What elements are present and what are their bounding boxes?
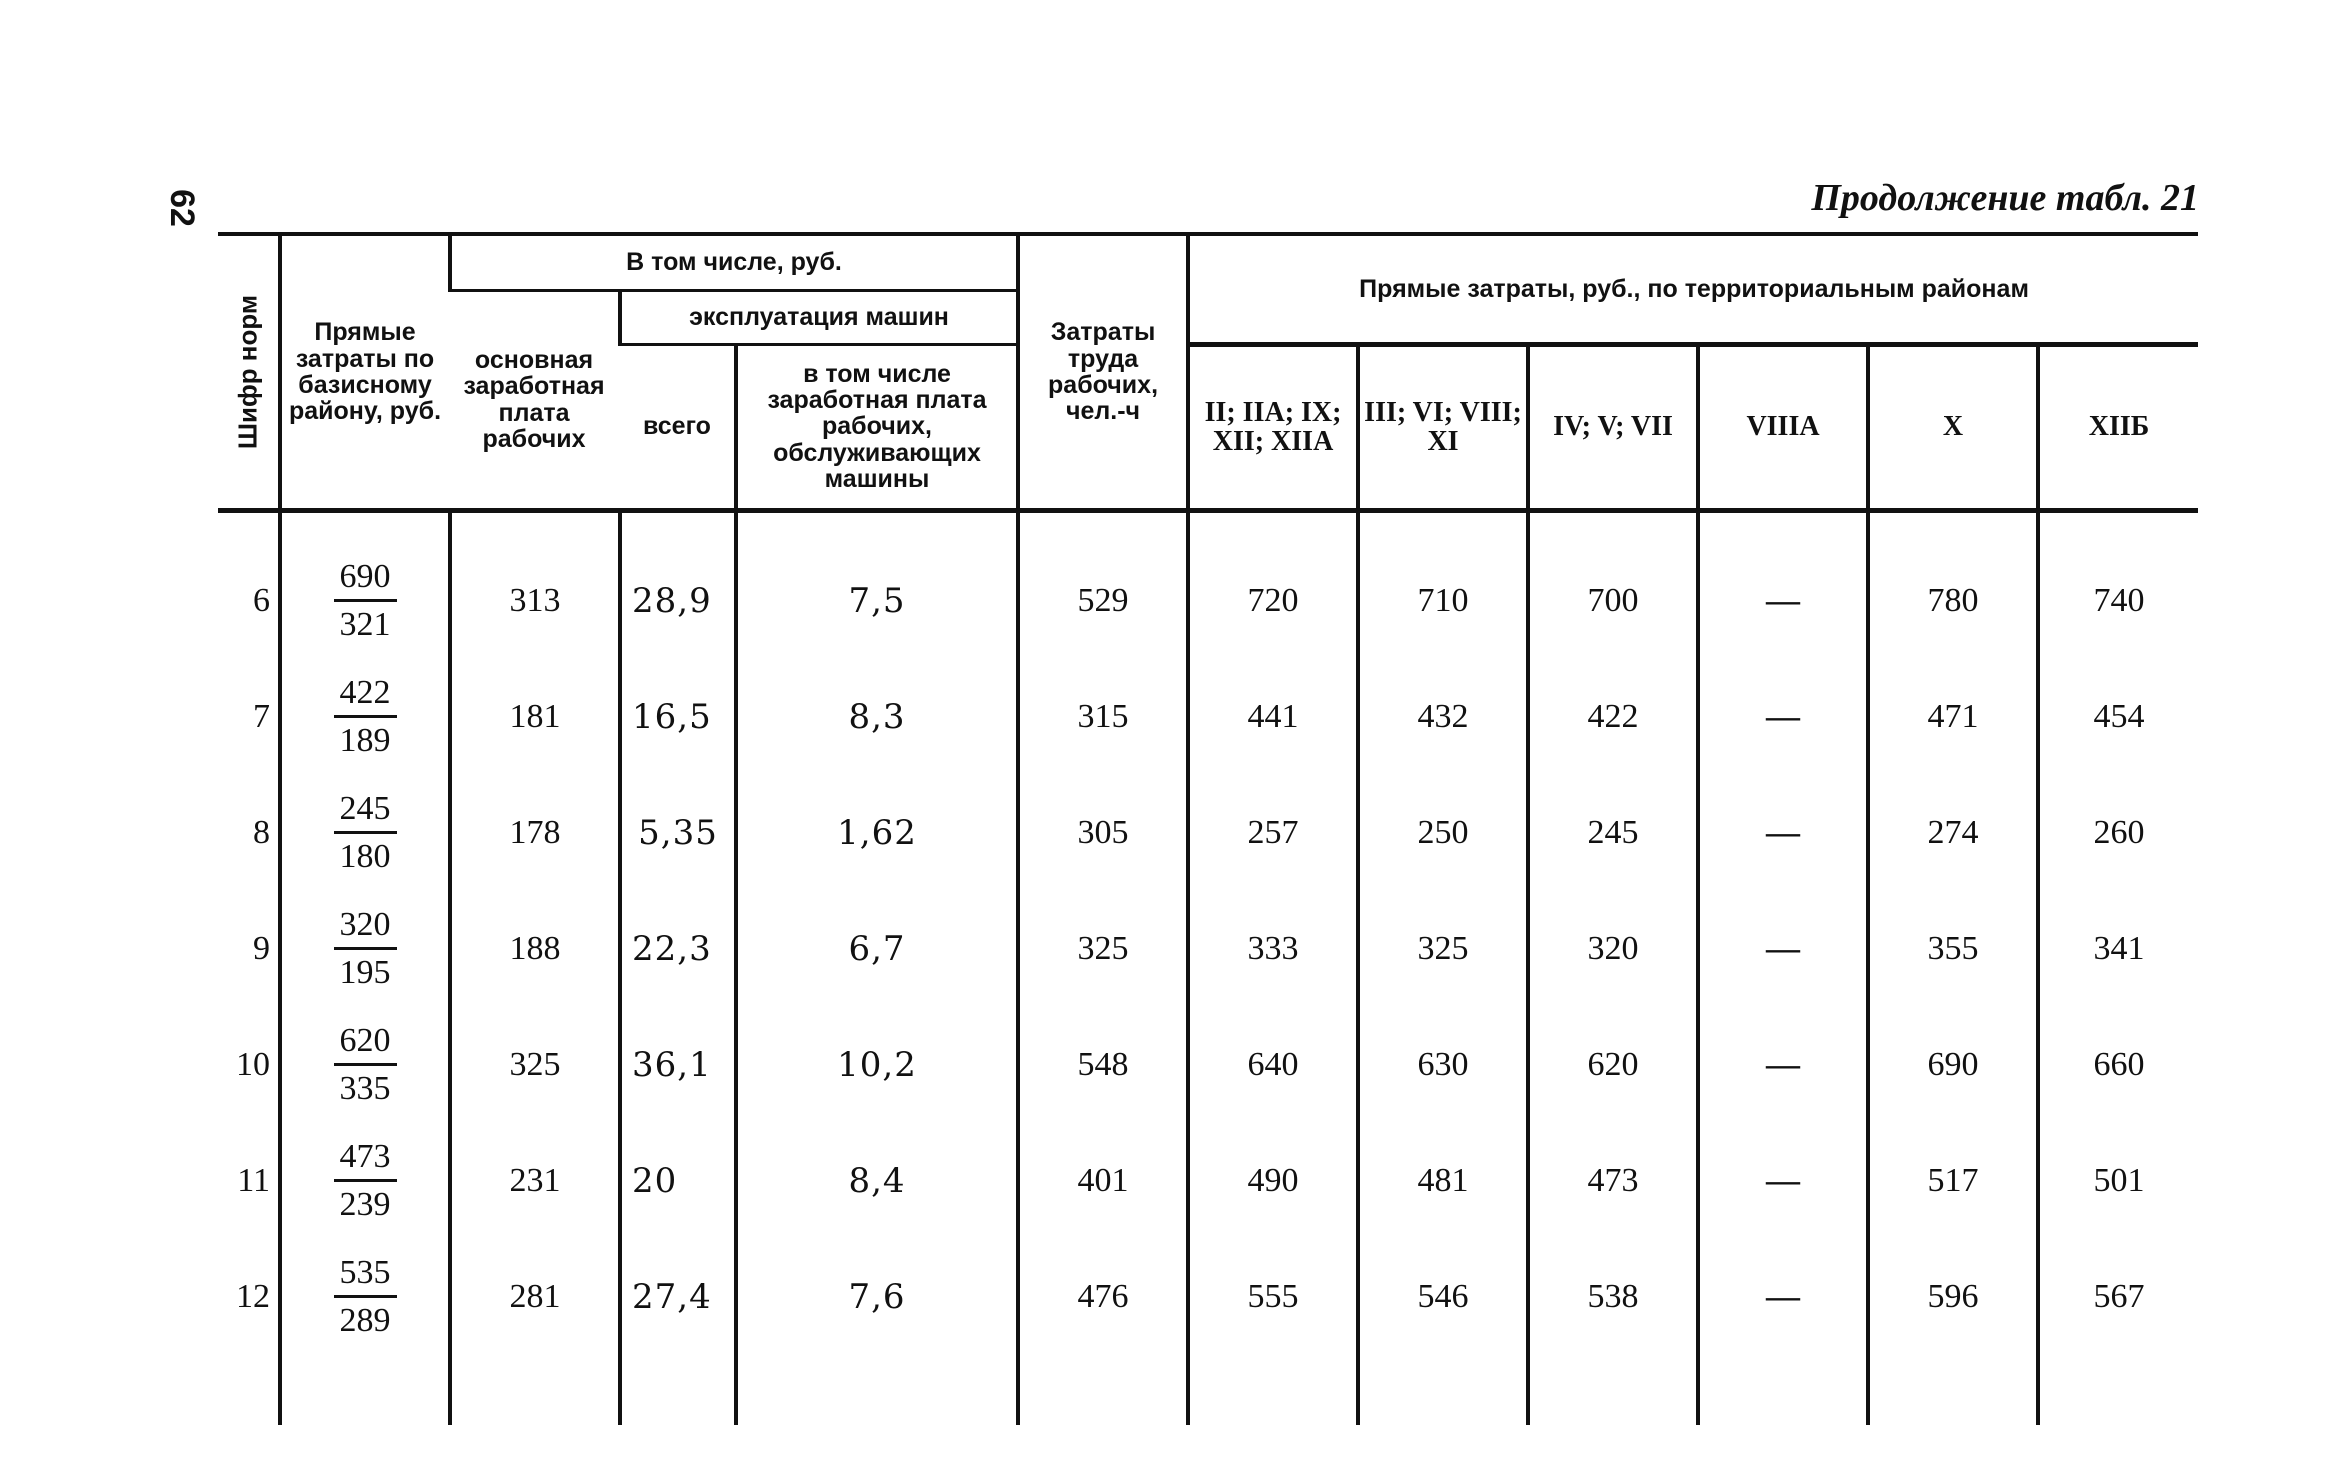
row-code: 6 [253, 581, 270, 619]
row-region-2: 710 [1358, 510, 1528, 659]
row-region-5: 780 [1868, 510, 2038, 659]
header-direct-regions: Прямые затраты, руб., по территориальным районам [1188, 234, 2198, 344]
row-region-3: 538 [1528, 1239, 1698, 1425]
row-region-4: — [1698, 775, 1868, 891]
row-labor: 305 [1018, 775, 1188, 891]
header-region-4: VIIIA [1698, 344, 1868, 510]
row-machine-wage: 1,62 [736, 775, 1018, 891]
fraction-bottom: 180 [339, 838, 391, 875]
header-base-wage: основная заработная плата рабочих [450, 290, 620, 510]
row-region-6: 454 [2038, 659, 2198, 775]
row-base-wage: 188 [450, 891, 620, 1007]
row-region-1: 257 [1188, 775, 1358, 891]
header-region-6: XIIБ [2038, 344, 2198, 510]
fraction [334, 1254, 397, 1340]
row-region-5: 596 [1868, 1239, 2038, 1425]
row-direct-fraction [280, 1123, 450, 1239]
row-code: 7 [253, 697, 270, 735]
table-caption: Продолжение табл. 21 [1811, 177, 2199, 219]
row-base-wage: 281 [450, 1239, 620, 1425]
table-row [218, 775, 2198, 891]
fraction [334, 1138, 397, 1224]
row-region-3: 320 [1528, 891, 1698, 1007]
row-region-3: 620 [1528, 1007, 1698, 1123]
fraction-top: 690 [334, 558, 397, 602]
row-machine-wage: 7,6 [736, 1239, 1018, 1425]
row-direct-fraction [280, 1007, 450, 1123]
row-region-1: 640 [1188, 1007, 1358, 1123]
row-region-3: 245 [1528, 775, 1698, 891]
table-header [218, 234, 2198, 510]
row-region-6: 740 [2038, 510, 2198, 659]
fraction-bottom: 195 [339, 954, 391, 991]
row-region-5: 471 [1868, 659, 2038, 775]
row-machine-total: 16,5 [620, 659, 736, 775]
row-machine-wage: 8,3 [736, 659, 1018, 775]
row-machine-total: 27,4 [620, 1239, 736, 1425]
fraction-top: 535 [334, 1254, 397, 1298]
header-region-2: III; VI; VIII; XI [1358, 344, 1528, 510]
page-number: 62 [163, 189, 202, 227]
row-machine-total: 5,35 [620, 775, 736, 891]
row-code: 8 [253, 813, 270, 851]
table-body [218, 510, 2198, 1425]
row-region-1: 441 [1188, 659, 1358, 775]
row-region-5: 690 [1868, 1007, 2038, 1123]
row-base-wage: 178 [450, 775, 620, 891]
row-region-4: — [1698, 1239, 1868, 1425]
table-row [218, 659, 2198, 775]
row-direct-fraction [280, 1239, 450, 1425]
header-code-label: Шифр норм [232, 294, 263, 449]
row-region-3: 700 [1528, 510, 1698, 659]
fraction-bottom: 289 [339, 1302, 391, 1339]
fraction-bottom: 335 [339, 1070, 391, 1107]
row-base-wage: 231 [450, 1123, 620, 1239]
row-labor: 401 [1018, 1123, 1188, 1239]
table-row [218, 1239, 2198, 1425]
row-region-6: 501 [2038, 1123, 2198, 1239]
row-direct-fraction [280, 510, 450, 659]
row-base-wage: 181 [450, 659, 620, 775]
row-region-5: 355 [1868, 891, 2038, 1007]
fraction-bottom: 239 [339, 1186, 391, 1223]
row-labor: 325 [1018, 891, 1188, 1007]
table-row [218, 1007, 2198, 1123]
row-labor: 529 [1018, 510, 1188, 659]
cost-table [218, 232, 2198, 1425]
row-machine-wage: 8,4 [736, 1123, 1018, 1239]
row-region-2: 630 [1358, 1007, 1528, 1123]
row-region-1: 555 [1188, 1239, 1358, 1425]
fraction [334, 558, 397, 644]
row-region-3: 422 [1528, 659, 1698, 775]
row-machine-total: 22,3 [620, 891, 736, 1007]
fraction [334, 1022, 397, 1108]
fraction [334, 790, 397, 876]
row-region-4: — [1698, 891, 1868, 1007]
table-row [218, 891, 2198, 1007]
fraction-bottom: 321 [339, 606, 391, 643]
row-region-1: 490 [1188, 1123, 1358, 1239]
header-region-5: X [1868, 344, 2038, 510]
header-machine-total: всего [620, 344, 736, 510]
fraction [334, 674, 397, 760]
row-machine-wage: 6,7 [736, 891, 1018, 1007]
fraction [334, 906, 397, 992]
row-code: 11 [237, 1161, 270, 1199]
header-direct-base: Прямые затраты по базисному району, руб. [280, 234, 450, 510]
row-labor: 548 [1018, 1007, 1188, 1123]
row-direct-fraction [280, 659, 450, 775]
row-region-3: 473 [1528, 1123, 1698, 1239]
header-machine-ops: эксплуатация машин [620, 290, 1018, 344]
row-region-5: 517 [1868, 1123, 2038, 1239]
row-code: 9 [253, 929, 270, 967]
row-region-2: 432 [1358, 659, 1528, 775]
row-region-2: 325 [1358, 891, 1528, 1007]
table-row [218, 1123, 2198, 1239]
header-including: В том числе, руб. [450, 234, 1018, 290]
header-labor: Затраты труда рабочих, чел.-ч [1018, 234, 1188, 510]
header-machine-wage: в том числе заработная плата рабочих, обслуживающих машины [736, 344, 1018, 510]
fraction-bottom: 189 [339, 722, 391, 759]
row-direct-fraction [280, 775, 450, 891]
header-code [218, 234, 280, 510]
row-labor: 476 [1018, 1239, 1188, 1425]
row-region-5: 274 [1868, 775, 2038, 891]
row-region-6: 660 [2038, 1007, 2198, 1123]
row-machine-total: 28,9 [620, 510, 736, 659]
row-region-4: — [1698, 510, 1868, 659]
row-region-1: 720 [1188, 510, 1358, 659]
fraction-top: 473 [334, 1138, 397, 1182]
row-machine-total: 36,1 [620, 1007, 736, 1123]
row-direct-fraction [280, 891, 450, 1007]
row-region-6: 567 [2038, 1239, 2198, 1425]
row-region-2: 481 [1358, 1123, 1528, 1239]
row-region-4: — [1698, 659, 1868, 775]
row-machine-wage: 10,2 [736, 1007, 1018, 1123]
row-region-2: 250 [1358, 775, 1528, 891]
header-region-1: II; IIA; IX; XII; XIIA [1188, 344, 1358, 510]
fraction-top: 320 [334, 906, 397, 950]
row-base-wage: 325 [450, 1007, 620, 1123]
row-code: 12 [236, 1277, 270, 1315]
row-base-wage: 313 [450, 510, 620, 659]
header-region-3: IV; V; VII [1528, 344, 1698, 510]
table-container [218, 232, 2198, 1422]
table-row [218, 510, 2198, 659]
fraction-top: 422 [334, 674, 397, 718]
row-code: 10 [236, 1045, 270, 1083]
row-region-4: — [1698, 1007, 1868, 1123]
row-region-6: 260 [2038, 775, 2198, 891]
row-region-6: 341 [2038, 891, 2198, 1007]
fraction-top: 620 [334, 1022, 397, 1066]
row-machine-total: 20 [620, 1123, 736, 1239]
row-region-1: 333 [1188, 891, 1358, 1007]
fraction-top: 245 [334, 790, 397, 834]
row-region-4: — [1698, 1123, 1868, 1239]
row-region-2: 546 [1358, 1239, 1528, 1425]
row-labor: 315 [1018, 659, 1188, 775]
row-machine-wage: 7,5 [736, 510, 1018, 659]
